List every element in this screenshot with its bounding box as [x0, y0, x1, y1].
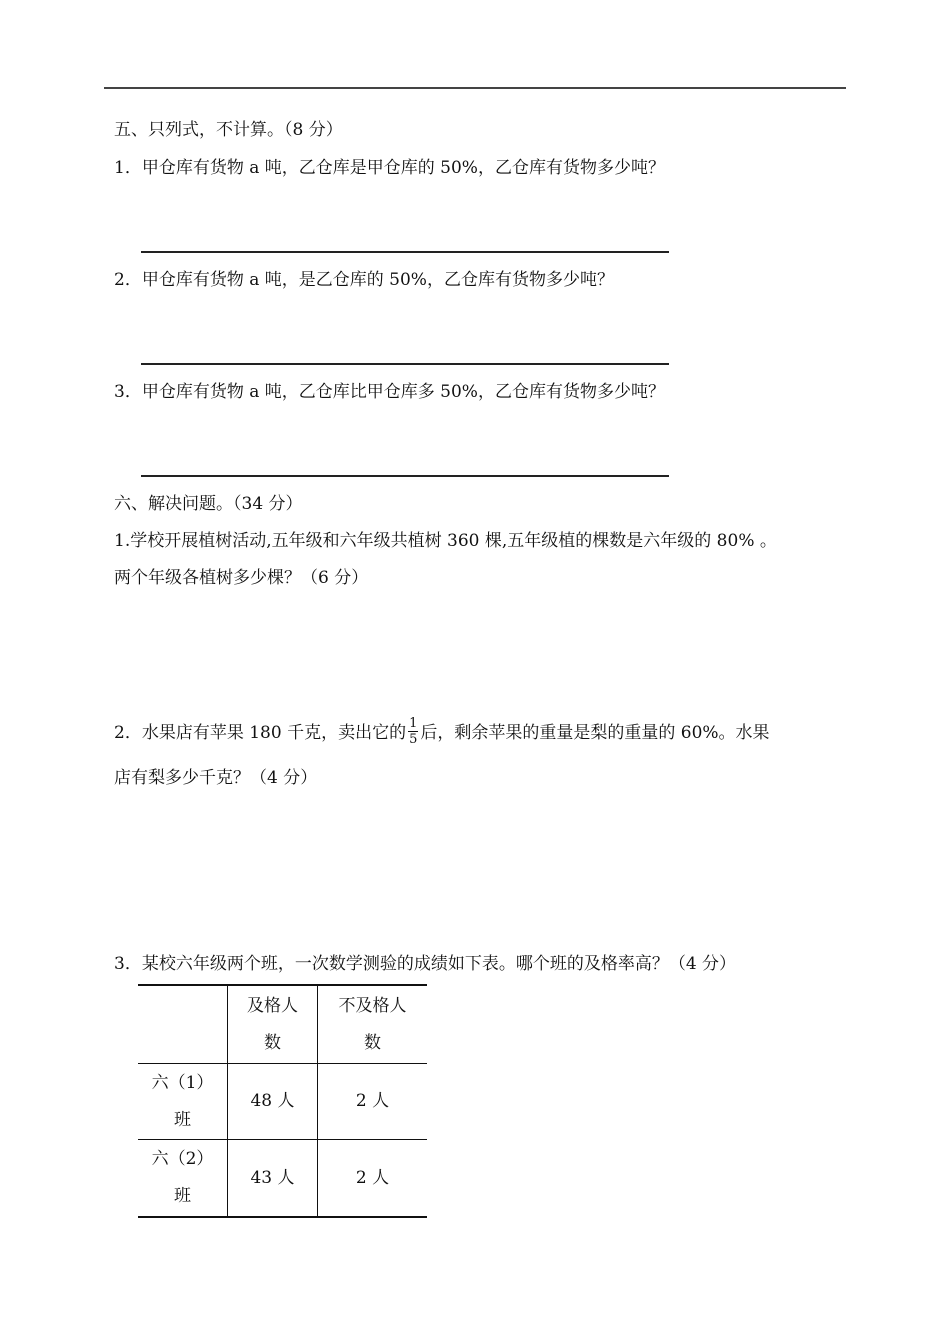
question-2-text-before: 2．水果店有苹果 180 千克，卖出它的	[114, 723, 407, 743]
section6-question-2-line-2: 店有梨多少千克？（4 分）	[114, 768, 318, 788]
fraction-numerator: 1	[409, 716, 418, 731]
answer-line-1[interactable]	[141, 251, 669, 253]
table-cell-class	[138, 1064, 228, 1140]
section6-question-2-line-1	[114, 718, 770, 749]
table-header-pass	[228, 985, 318, 1064]
header-fail-line-2: 数	[364, 1032, 381, 1053]
class-name-line-2: 班	[174, 1186, 191, 1206]
table-row	[138, 1064, 427, 1140]
section5-question-2: 2．甲仓库有货物 a 吨，是乙仓库的 50%，乙仓库有货物多少吨？	[114, 270, 614, 290]
table-cell-fail: 2 人	[318, 1064, 428, 1140]
question-2-text-after: 后，剩余苹果的重量是梨的重量的 60%。水果	[420, 723, 770, 743]
answer-line-3[interactable]	[141, 475, 669, 477]
header-pass-line-2: 数	[264, 1032, 281, 1053]
class-name-line-1: 六（1）	[151, 1072, 214, 1093]
table-cell-pass: 43 人	[228, 1140, 318, 1218]
answer-line-2[interactable]	[141, 363, 669, 365]
grades-table	[138, 984, 427, 1218]
table-cell-pass: 48 人	[228, 1064, 318, 1140]
table-header-row	[138, 985, 427, 1064]
fraction-denominator: 5	[409, 732, 418, 747]
section6-heading: 六、解决问题。（34 分）	[114, 494, 303, 514]
table-header-empty	[138, 985, 228, 1064]
header-fail-line-1: 不及格人	[338, 995, 407, 1016]
section6-question-1-line-2: 两个年级各植树多少棵？（6 分）	[114, 568, 369, 588]
table-cell-fail: 2 人	[318, 1140, 428, 1218]
section5-question-1: 1．甲仓库有货物 a 吨，乙仓库是甲仓库的 50%，乙仓库有货物多少吨？	[114, 158, 665, 178]
class-name-line-1: 六（2）	[151, 1149, 214, 1169]
section5-question-3: 3．甲仓库有货物 a 吨，乙仓库比甲仓库多 50%，乙仓库有货物多少吨？	[114, 382, 665, 402]
fraction-one-fifth	[408, 716, 418, 747]
section6-question-1-line-1: 1.学校开展植树活动,五年级和六年级共植树 360 棵,五年级植的棵数是六年级的 80% 。	[114, 531, 777, 551]
table-row	[138, 1140, 427, 1218]
section6-question-3: 3．某校六年级两个班，一次数学测验的成绩如下表。哪个班的及格率高？（4 分）	[114, 954, 737, 974]
table-cell-class	[138, 1140, 228, 1218]
class-name-line-2: 班	[174, 1109, 191, 1130]
header-pass-line-1: 及格人	[247, 995, 298, 1016]
page-top-rule	[104, 87, 846, 89]
section5-heading: 五、只列式，不计算。（8 分）	[114, 120, 343, 140]
table-header-fail	[318, 985, 428, 1064]
